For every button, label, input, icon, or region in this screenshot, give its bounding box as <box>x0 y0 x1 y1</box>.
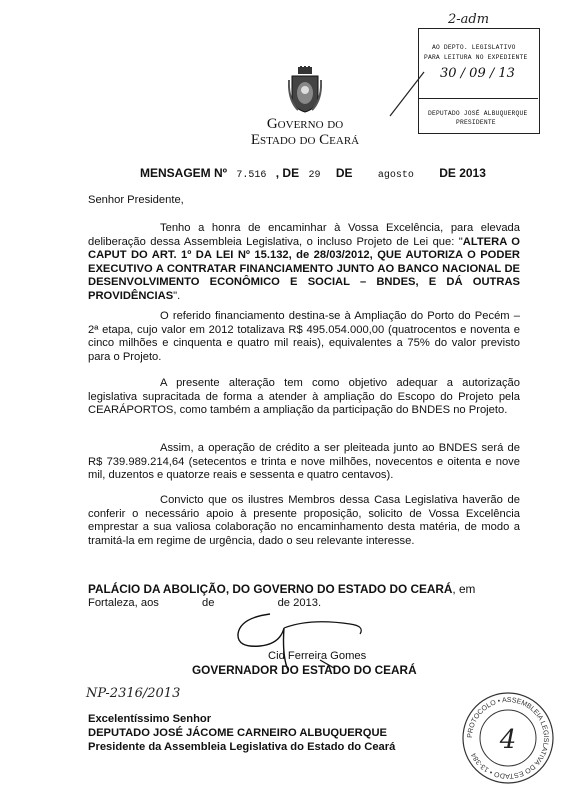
message-day: 29 <box>308 170 321 181</box>
stamp-line-4: PRESIDENTE <box>456 119 496 126</box>
paragraph-3: A presente alteração tem como objetivo adequar a autorização legislativa supracitada de forma a atender à ampliação do Escopo do Projeto pela CEARÁPORTOS, como também a ampliação da participação do BNDES no Projeto. <box>88 377 520 417</box>
message-month: agosto <box>377 170 414 181</box>
paragraph-5: Convicto que os ilustres Membros dessa Casa Legislativa haverão de conferir o necessário apoio à presente proposição, solicito de Vossa Excelência emprestar a sua valiosa colaboração no encaminhamento desta matéria, de modo a tramitá-la em regime de urgência, dado o seu relevante interesse. <box>88 494 520 547</box>
message-de-3: DE 2013 <box>439 166 486 180</box>
stamp-line-2: PARA LEITURA NO EXPEDIENTE <box>424 54 528 61</box>
paragraph-1-text: Tenho a honra de encaminhar à Vossa Excelência, para elevada deliberação dessa Assembleia Legislativa, o incluso Projeto de Lei que: " <box>88 222 520 248</box>
closing-date-c: de 2013. <box>277 597 322 609</box>
np-handwritten-note: NP-2316/2013 <box>86 686 181 701</box>
closing-date-b: de <box>202 597 215 609</box>
coat-of-arms-icon <box>288 66 322 114</box>
message-header <box>140 166 486 181</box>
closing-date-a: Fortaleza, aos <box>88 597 159 609</box>
protocol-seal-icon <box>460 690 556 786</box>
message-label: MENSAGEM Nº <box>140 166 228 180</box>
government-line-2: Estado do Ceará <box>250 132 360 148</box>
addressee <box>88 712 395 754</box>
stamp-pen-stroke <box>388 68 428 118</box>
message-de-2: DE <box>335 166 353 180</box>
closing-palace: PALÁCIO DA ABOLIÇÃO, DO GOVERNO DO ESTADO DO CEARÁ <box>88 582 453 596</box>
paragraph-4: Assim, a operação de crédito a ser pleiteada junto ao BNDES será de R$ 739.989.214,64 (setecentos e trinta e nove milhões, novecentos e oitenta e nove mil, duzentos e quatorze reais e sessenta e quatro centavos). <box>88 442 520 482</box>
addressee-line-3: Presidente da Assembleia Legislativa do Estado do Ceará <box>88 741 396 753</box>
addressee-line-2: DEPUTADO JOSÉ JÁCOME CARNEIRO ALBUQUERQUE <box>88 727 387 739</box>
government-line-1: Governo do <box>266 116 344 132</box>
government-name <box>240 116 370 148</box>
stamp-line-3: DEPUTADO JOSÉ ALBUQUERQUE <box>428 110 528 117</box>
salutation: Senhor Presidente, <box>88 194 184 206</box>
paragraph-1-end: ". <box>173 289 181 302</box>
stamp-handwritten-initials: 2-adm <box>448 12 490 27</box>
stamp-date: 30 / 09 / 13 <box>440 66 515 81</box>
closing-place <box>88 582 520 596</box>
closing-palace-rest: , em <box>452 582 476 596</box>
addressee-line-1: Excelentíssimo Senhor <box>88 713 212 725</box>
seal-page-number: 4 <box>499 725 517 755</box>
message-number: 7.516 <box>236 170 267 181</box>
message-de-1: , DE <box>275 166 300 180</box>
paragraph-1 <box>88 222 520 304</box>
paragraph-1-bill-title: ALTERA O CAPUT DO ART. 1º DA LEI Nº 15.132, de 28/03/2012, QUE AUTORIZA O PODER EXECUTIVO A CONTRATAR FINANCIAMENTO JUNTO AO BANCO NACIONAL DE DESENVOLVIMENTO ECONÔMICO E SOCIAL – BNDES, E DÁ OUTRAS PROVIDÊNCIAS <box>88 235 520 302</box>
seal-ring-text: PROTOCOLO • ASSEMBLEIA LEGISLATIVA DO ESTADO • 13-384 <box>466 696 550 780</box>
paragraph-2: O referido financiamento destina-se à Ampliação do Porto do Pecém – 2ª etapa, cujo valor em 2012 totalizava R$ 495.054.000,00 (quatrocentos e noventa e cinco milhões e cinquenta e quatro mil reais), equivalentes a 75% do valor previsto para o Projeto. <box>88 310 520 363</box>
stamp-rule <box>418 98 538 99</box>
stamp-line-1: AO DEPTO. LEGISLATIVO <box>432 44 516 51</box>
signer-name: Cid Ferreira Gomes <box>268 650 367 662</box>
signer-title: GOVERNADOR DO ESTADO DO CEARÁ <box>192 663 417 677</box>
